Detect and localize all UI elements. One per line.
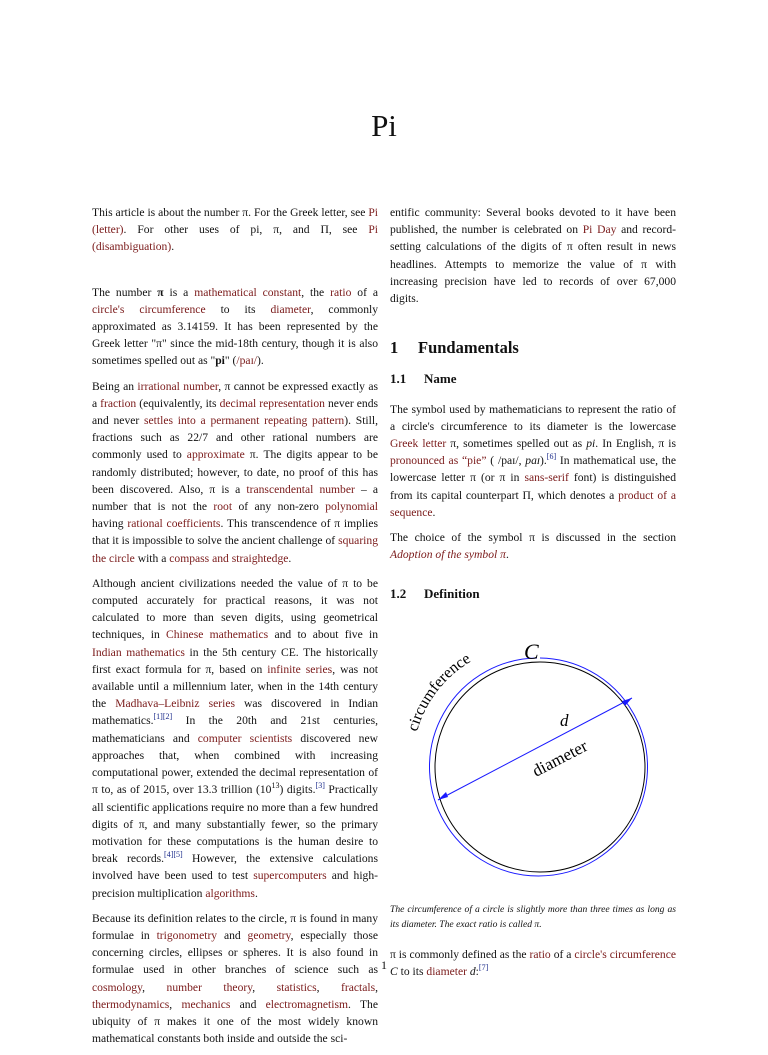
text: In the 20th and 21st centuries, mathematicians and	[92, 714, 378, 745]
wiki-link[interactable]: geometry	[247, 928, 291, 942]
wiki-link[interactable]: irrational number	[137, 379, 219, 393]
text: " (	[224, 354, 237, 368]
text: π. The digits appear to be randomly distributed; however, to date, no proof of this has been discovered. Also, π is a	[92, 448, 378, 496]
history-paragraph	[92, 575, 378, 902]
citation-link[interactable]: [2]	[162, 712, 173, 722]
subsection-title: Name	[424, 371, 457, 387]
hatnote	[92, 204, 378, 256]
label-d: d	[560, 710, 569, 730]
text: , was not available until a millennium later, when in the 14th century the	[92, 662, 378, 711]
wiki-link[interactable]: Indian mathematics	[92, 645, 185, 659]
section-heading-fundamentals	[390, 339, 676, 356]
text	[124, 303, 139, 316]
right-column	[390, 204, 676, 988]
text: Because its definition relates to the circle, π is found in many formulae in	[92, 911, 378, 942]
text: . This transcendence of π implies that it is impossible to solve the ancient challenge of	[92, 517, 378, 548]
wiki-link[interactable]: Adoption of the symbol π	[390, 548, 506, 562]
text: , especially those concerning circles, ellipses or spheres. It is also found in formulae used in other branches of science such as	[92, 928, 378, 977]
text: .	[254, 886, 258, 900]
text: , the	[301, 285, 331, 299]
citation-link[interactable]: [1]	[153, 712, 163, 722]
wiki-link[interactable]: sans-serif	[524, 471, 569, 485]
citation-link[interactable]: [3]	[315, 781, 325, 791]
wiki-link[interactable]: statistics	[276, 980, 317, 994]
wiki-link[interactable]: mathematical constant	[194, 285, 302, 299]
diameter-label: diameter	[529, 735, 591, 781]
wiki-link[interactable]: Madhava–Leibniz series	[115, 697, 235, 711]
text: , commonly approximated as 3.14159. It has been represented by the Greek letter "π" since the mid-18th century, though it is also sometimes spelled out as "	[92, 302, 379, 368]
wiki-link[interactable]: fractals	[340, 980, 376, 994]
text: was discovered in Indian mathematics.	[92, 697, 379, 728]
wiki-link[interactable]: supercomputers	[253, 869, 327, 883]
subsection-heading-name	[390, 370, 676, 387]
text: – a number that is not the	[92, 482, 378, 514]
wiki-link[interactable]: diameter	[426, 964, 467, 978]
wiki-link[interactable]: Pi (disambiguation)	[92, 223, 378, 254]
wiki-link[interactable]: transcendental number	[246, 482, 355, 496]
text: Being an	[92, 379, 138, 393]
text: ,	[375, 980, 378, 994]
wiki-link[interactable]: circumference	[139, 302, 206, 316]
wiki-link[interactable]: diameter	[270, 302, 311, 316]
text: and	[217, 928, 248, 942]
wiki-link[interactable]: Pi (letter)	[92, 206, 378, 237]
text: of a	[351, 285, 378, 299]
wiki-link[interactable]: rational coefficients	[127, 517, 221, 531]
circle-diagram	[390, 612, 676, 902]
citation-link[interactable]: [7]	[478, 963, 489, 972]
wiki-link[interactable]: compass and straightedge	[169, 551, 289, 565]
text: C	[390, 964, 398, 978]
text: Although ancient civilizations needed the value of π to be computed accurately for practical reasons, it was not calculated to more than seven digits, using geometrical techniques, in	[92, 576, 378, 642]
text: ( /paɪ/,	[486, 454, 526, 468]
wiki-link[interactable]: ratio	[529, 947, 551, 961]
intro-paragraph	[92, 284, 378, 370]
wiki-link[interactable]: infinite series	[267, 662, 333, 676]
text: However, the extensive calculations involved have been used to test	[92, 852, 378, 883]
text: ,	[252, 980, 277, 994]
wiki-link[interactable]: circle's	[92, 302, 125, 316]
subsection-title: Definition	[424, 586, 480, 602]
symbol-choice-paragraph	[390, 529, 676, 563]
text: of any non-zero	[232, 500, 326, 514]
section-title: Fundamentals	[418, 338, 519, 358]
text: with a	[134, 551, 170, 565]
text: In mathematical use, the lowercase letter π (or π in	[390, 454, 676, 485]
page-number: 1	[381, 958, 387, 972]
text: π, sometimes spelled out as	[446, 437, 587, 451]
text: ,	[142, 980, 167, 994]
text: pi	[215, 354, 225, 368]
subsection-heading-definition	[390, 585, 676, 602]
text: never ends and never	[92, 396, 379, 428]
text: . For other uses of pi, π, and Π, see	[123, 223, 369, 237]
wiki-link[interactable]: /paɪ/	[236, 354, 258, 368]
wiki-link[interactable]: circle's	[574, 947, 607, 961]
text: , π cannot be expressed exactly as a	[92, 379, 378, 410]
wiki-link[interactable]: approximate	[186, 448, 245, 462]
wiki-link[interactable]: circumference	[609, 947, 676, 961]
wiki-link[interactable]: pronounced as “pie”	[390, 454, 487, 468]
page-title: Pi	[371, 108, 397, 143]
irrational-paragraph	[92, 378, 378, 567]
wiki-link[interactable]: decimal representation	[219, 396, 325, 410]
text: The symbol used by mathematicians to represent the ratio of a circle's circumference to its diameter is the lowercase	[390, 402, 676, 433]
text: font) is distinguished from its capital counterpart Π, which denotes a	[390, 471, 676, 502]
wiki-link[interactable]: number theory	[166, 980, 253, 994]
wiki-link[interactable]: thermodynamics	[92, 997, 170, 1011]
text: paɪ	[525, 454, 541, 468]
text: pi	[586, 437, 596, 451]
wiki-link[interactable]: Pi Day	[582, 223, 617, 237]
wiki-link[interactable]: Chinese mathematics	[166, 628, 269, 642]
text: .	[432, 505, 436, 519]
wiki-link[interactable]: mechanics	[181, 997, 231, 1011]
citation-link[interactable]: [5]	[173, 850, 183, 860]
wiki-link[interactable]: squaring the circle	[92, 534, 378, 565]
subsection-number: 1.2	[390, 586, 407, 602]
text: ) digits.	[279, 783, 316, 797]
name-paragraph	[390, 401, 676, 521]
wiki-link[interactable]: algorithms	[205, 886, 255, 900]
text: π is commonly defined as the	[390, 947, 530, 961]
text: d	[469, 964, 476, 978]
text: and to about five in	[268, 628, 379, 642]
citation-link[interactable]: [6]	[546, 452, 557, 462]
text: is a	[163, 285, 195, 299]
citation-link[interactable]: [4]	[164, 850, 174, 860]
text: to its	[205, 302, 271, 316]
ubiquity-paragraph	[92, 910, 378, 1048]
text: The number	[92, 285, 158, 299]
exponent: 13	[271, 781, 280, 791]
subsection-number: 1.1	[390, 371, 407, 387]
left-column	[92, 204, 378, 1055]
wiki-link[interactable]: product of a sequence	[390, 488, 676, 519]
text: (equivalently, its	[136, 396, 220, 410]
text: to its	[397, 964, 427, 978]
text: of a	[550, 947, 575, 961]
text: ,	[316, 980, 341, 994]
text: discovered new approaches that, when combined with increasing computational power, extended the decimal representation of π to, as of 2015, over 13.3 trillion (10	[92, 731, 378, 797]
figure-caption: The circumference of a circle is slightly more than three times as long as its diameter. The exact ratio is called π.	[390, 903, 676, 930]
continuation-paragraph	[390, 204, 676, 307]
text: ).	[257, 354, 264, 368]
text: having	[92, 517, 128, 531]
text: .	[505, 548, 509, 562]
wiki-link[interactable]: ratio	[330, 285, 352, 299]
wiki-link[interactable]: Greek letter	[390, 437, 447, 451]
circle-diagram-svg	[390, 612, 676, 902]
text: Practically all scientific applications require no more than a few hundred digits of π, and many substantially fewer, so the primary motivation for these computations is the human desire to break records.	[92, 783, 378, 866]
text: ,	[169, 997, 182, 1011]
section-number: 1	[390, 338, 399, 358]
text: and	[230, 997, 266, 1011]
wiki-link[interactable]: computer scientists	[197, 731, 293, 745]
diameter-line	[438, 698, 632, 800]
text: .	[288, 551, 292, 565]
text: The choice of the symbol π is discussed in the section	[390, 531, 676, 545]
text: and high-precision multiplication	[92, 869, 378, 900]
label-C: C	[524, 638, 539, 664]
text: This article is about the number π. For the Greek letter, see	[92, 206, 369, 219]
wiki-link[interactable]: electromagnetism	[265, 997, 349, 1011]
text: π	[157, 285, 164, 299]
text: ).	[540, 454, 547, 468]
text: . The ubiquity of π makes it one of the most widely known mathematical constants both inside and outside the sci-	[92, 997, 378, 1046]
wiki-link[interactable]: fraction	[100, 396, 137, 410]
text: . In English, π is	[595, 437, 677, 451]
text: .	[171, 240, 175, 254]
wiki-link[interactable]: root	[213, 500, 233, 514]
text: :	[475, 964, 479, 978]
text: in the 5th century CE. The historically first exact formula for π, based on	[92, 645, 379, 676]
wiki-link[interactable]: cosmology	[92, 980, 143, 994]
wiki-link[interactable]: trigonometry	[156, 928, 218, 942]
wiki-link[interactable]: settles into a permanent repeating pattern	[144, 414, 345, 428]
text: entific community: Several books devoted to it have been published, the number is celebrated on	[390, 206, 676, 237]
wiki-link[interactable]: polynomial	[325, 500, 378, 514]
circumference-label: circumference	[404, 649, 474, 733]
text: and record-setting calculations of the digits of π often result in news headlines. Attempts to memorize the value of π with increasing precision have led to records of over 67,000 digits.	[390, 223, 676, 306]
text: ). Still, fractions such as 22/7 and other rational numbers are commonly used to	[92, 414, 378, 462]
